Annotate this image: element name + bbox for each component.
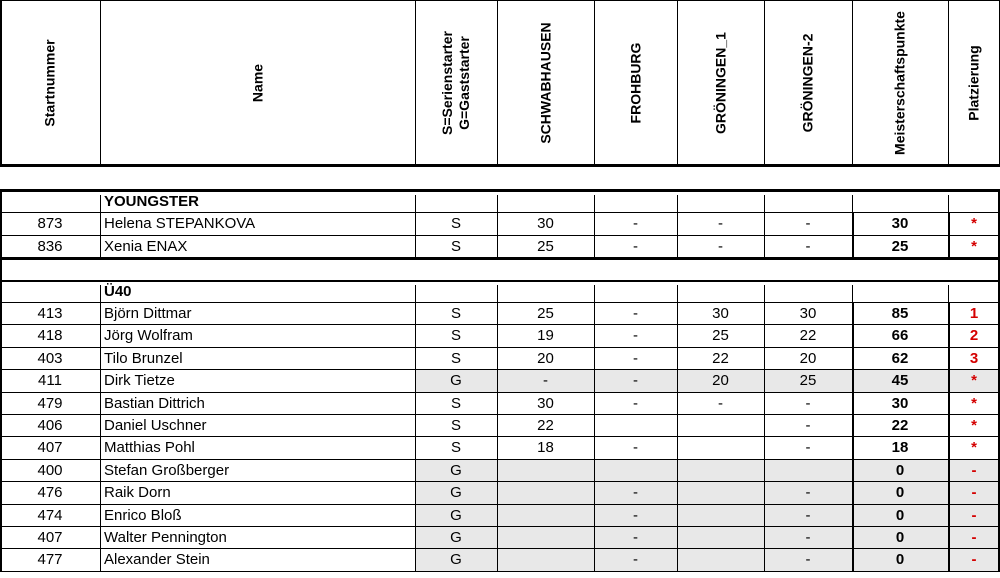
grid-line — [852, 393, 854, 415]
cell-nr: 400 — [37, 461, 63, 479]
grid-line — [0, 459, 1000, 460]
grid-line — [497, 460, 498, 482]
header-label: FROHBURG — [627, 42, 643, 124]
grid-line — [852, 370, 854, 392]
cell-froh: - — [633, 551, 638, 569]
grid-line — [852, 195, 853, 213]
grid-line — [948, 415, 950, 437]
header-groeningen1 — [677, 0, 764, 166]
grid-line — [764, 370, 765, 392]
cell-nr: 479 — [37, 394, 63, 412]
header-label: Meisterschaftspunkte — [891, 11, 908, 155]
header-schwabhausen — [497, 0, 594, 166]
grid-line — [415, 527, 416, 549]
grid-line — [852, 303, 854, 325]
grid-line — [0, 0, 2, 166]
grid-line — [497, 393, 498, 415]
cell-starter: G — [450, 461, 462, 479]
grid-line — [852, 505, 854, 527]
cell-nr: 407 — [37, 439, 63, 457]
grid-line — [594, 236, 595, 258]
grid-line — [415, 213, 416, 235]
cell-nr: 407 — [37, 529, 63, 546]
grid-line — [594, 348, 595, 370]
cell-name: Raik Dorn — [104, 484, 171, 502]
grid-line — [852, 437, 854, 459]
cell-starter: G — [450, 372, 462, 390]
grid-line — [852, 285, 853, 303]
cell-punkte: 62 — [891, 349, 909, 367]
cell-name: Björn Dittmar — [104, 305, 192, 322]
cell-platz: * — [971, 394, 977, 412]
grid-line — [415, 325, 416, 347]
cell-gr2: - — [805, 506, 811, 524]
grid-line — [415, 505, 416, 527]
grid-line — [100, 303, 101, 325]
grid-line — [764, 482, 765, 504]
cell-starter: S — [450, 305, 461, 322]
grid-line — [677, 393, 678, 415]
cell-punkte: 45 — [891, 372, 909, 390]
cell-platz: 2 — [969, 327, 979, 345]
grid-line — [948, 0, 949, 166]
cell-gr2: - — [805, 551, 811, 569]
cell-froh: - — [633, 484, 638, 502]
grid-line — [677, 195, 678, 213]
cell-platz: 1 — [969, 305, 979, 322]
grid-line — [415, 236, 416, 258]
header-label: Platzierung — [965, 45, 982, 121]
grid-line — [100, 482, 101, 504]
grid-line — [948, 325, 950, 347]
cell-punkte: 0 — [895, 506, 905, 524]
cell-nr: 474 — [37, 506, 63, 524]
grid-line — [764, 303, 765, 325]
cell-platz: - — [971, 506, 977, 524]
cell-punkte: 0 — [895, 461, 905, 479]
grid-line — [0, 481, 1000, 482]
cell-gr1: - — [718, 394, 723, 412]
grid-line — [497, 0, 498, 166]
cell-starter: S — [450, 215, 461, 233]
cell-platz: * — [971, 372, 977, 390]
cell-schwab: 30 — [537, 394, 554, 412]
cell-name: Bastian Dittrich — [104, 394, 205, 412]
cell-nr: 418 — [37, 327, 63, 345]
grid-line — [594, 527, 595, 549]
grid-line — [852, 325, 854, 347]
grid-line — [0, 258, 1000, 260]
grid-line — [415, 195, 416, 213]
grid-line — [100, 460, 101, 482]
grid-line — [0, 504, 1000, 505]
cell-froh: - — [633, 327, 638, 345]
grid-line — [100, 213, 101, 235]
header-label: S=Serienstarter G=Gaststarter — [439, 31, 472, 135]
grid-line — [677, 549, 678, 571]
grid-line — [677, 236, 678, 258]
grid-line — [0, 571, 1000, 572]
cell-froh: - — [633, 506, 638, 524]
cell-nr: 406 — [37, 417, 63, 434]
grid-line — [764, 285, 765, 303]
header-frohburg — [594, 0, 677, 166]
grid-line — [497, 415, 498, 437]
grid-line — [497, 325, 498, 347]
grid-line — [764, 348, 765, 370]
grid-line — [594, 285, 595, 303]
cell-nr: 403 — [37, 349, 63, 367]
grid-line — [0, 0, 1000, 1]
cell-name: Dirk Tietze — [104, 372, 175, 390]
grid-line — [497, 549, 498, 571]
cell-gr2: - — [805, 394, 811, 412]
cell-nr: 413 — [37, 305, 63, 322]
cell-nr: 411 — [38, 372, 62, 390]
cell-punkte: 66 — [891, 327, 909, 345]
grid-line — [100, 549, 101, 571]
grid-line — [677, 370, 678, 392]
grid-line — [677, 325, 678, 347]
header-groeningen2 — [764, 0, 852, 166]
cell-platz: - — [971, 461, 977, 479]
cell-starter: S — [450, 394, 461, 412]
grid-line — [948, 303, 950, 325]
cell-schwab: 25 — [537, 237, 554, 255]
cell-gr2: - — [805, 484, 811, 502]
grid-line — [594, 303, 595, 325]
cell-name: Xenia ENAX — [104, 237, 188, 255]
grid-line — [764, 236, 765, 258]
grid-line — [764, 527, 765, 549]
cell-name: Jörg Wolfram — [104, 327, 193, 345]
cell-punkte: 25 — [891, 237, 909, 255]
cell-starter: G — [450, 551, 462, 569]
grid-line — [594, 549, 595, 571]
grid-line — [497, 195, 498, 213]
grid-line — [677, 415, 678, 437]
group-title: Ü40 — [104, 282, 132, 300]
group-title: YOUNGSTER — [104, 193, 200, 210]
grid-line — [0, 369, 1000, 370]
cell-froh: - — [633, 305, 638, 322]
grid-line — [948, 393, 950, 415]
cell-gr2: - — [805, 215, 811, 233]
grid-line — [677, 460, 678, 482]
grid-line — [100, 415, 101, 437]
cell-punkte: 30 — [891, 394, 909, 412]
grid-line — [594, 0, 595, 166]
grid-line — [764, 195, 765, 213]
grid-line — [852, 482, 854, 504]
cell-froh: - — [633, 372, 638, 390]
grid-line — [852, 236, 854, 258]
grid-line — [594, 437, 595, 459]
cell-gr1: - — [718, 215, 723, 233]
grid-line — [0, 212, 1000, 213]
cell-punkte: 0 — [895, 484, 905, 502]
grid-line — [677, 348, 678, 370]
grid-line — [100, 437, 101, 459]
grid-line — [594, 505, 595, 527]
cell-gr2: - — [805, 529, 811, 546]
cell-nr: 836 — [37, 237, 63, 255]
grid-line — [415, 460, 416, 482]
grid-line — [852, 549, 854, 571]
grid-line — [594, 415, 595, 437]
grid-line — [764, 325, 765, 347]
grid-line — [948, 348, 950, 370]
cell-froh: - — [633, 394, 638, 412]
cell-platz: * — [971, 215, 977, 233]
grid-line — [497, 482, 498, 504]
header-label: GRÖNINGEN_1 — [712, 32, 728, 134]
header-label: SCHWABHAUSEN — [537, 22, 553, 144]
grid-line — [677, 285, 678, 303]
cell-gr2: 22 — [799, 327, 817, 345]
cell-nr: 477 — [37, 551, 63, 569]
grid-line — [415, 482, 416, 504]
cell-starter: G — [450, 506, 462, 524]
grid-line — [677, 505, 678, 527]
grid-line — [594, 370, 595, 392]
cell-froh: - — [633, 349, 638, 367]
grid-line — [497, 527, 498, 549]
grid-line — [100, 285, 101, 303]
grid-line — [0, 302, 1000, 303]
cell-starter: S — [450, 237, 461, 255]
cell-name: Helena STEPANKOVA — [104, 215, 256, 233]
grid-line — [764, 0, 765, 166]
grid-line — [764, 505, 765, 527]
grid-line — [677, 527, 678, 549]
grid-line — [0, 324, 1000, 325]
grid-line — [0, 235, 1000, 236]
grid-line — [948, 505, 950, 527]
grid-line — [852, 348, 854, 370]
cell-starter: G — [450, 529, 462, 546]
cell-name: Enrico Bloß — [104, 506, 182, 524]
cell-name: Stefan Großberger — [104, 461, 230, 479]
header-platz — [948, 0, 1000, 166]
cell-schwab: 30 — [537, 215, 554, 233]
grid-line — [764, 415, 765, 437]
grid-line — [100, 505, 101, 527]
cell-platz: * — [971, 417, 977, 434]
grid-line — [497, 303, 498, 325]
cell-name: Tilo Brunzel — [104, 349, 183, 367]
cell-nr: 476 — [37, 484, 63, 502]
header-starter — [415, 0, 497, 166]
cell-name: Daniel Uschner — [104, 417, 207, 434]
cell-punkte: 30 — [891, 215, 909, 233]
grid-line — [948, 549, 950, 571]
cell-schwab: - — [543, 372, 548, 390]
grid-line — [415, 348, 416, 370]
grid-line — [415, 393, 416, 415]
cell-gr2: 20 — [799, 349, 817, 367]
grid-line — [677, 213, 678, 235]
grid-line — [100, 370, 101, 392]
grid-line — [100, 325, 101, 347]
grid-line — [415, 549, 416, 571]
cell-schwab: 20 — [537, 349, 554, 367]
grid-line — [0, 280, 1000, 282]
grid-line — [497, 370, 498, 392]
grid-line — [948, 460, 950, 482]
grid-line — [0, 189, 2, 572]
cell-gr2: - — [805, 237, 811, 255]
grid-line — [497, 213, 498, 235]
grid-line — [0, 414, 1000, 415]
grid-line — [0, 548, 1000, 549]
cell-schwab: 22 — [537, 417, 554, 434]
grid-line — [0, 526, 1000, 527]
grid-line — [948, 482, 950, 504]
grid-line — [852, 527, 854, 549]
cell-starter: G — [450, 484, 462, 502]
cell-schwab: 25 — [537, 305, 554, 322]
grid-line — [764, 549, 765, 571]
grid-line — [497, 505, 498, 527]
cell-punkte: 22 — [891, 417, 909, 434]
grid-line — [677, 482, 678, 504]
cell-platz: 3 — [969, 349, 979, 367]
grid-line — [100, 393, 101, 415]
header-label: Startnummer — [41, 39, 58, 127]
grid-line — [0, 392, 1000, 393]
grid-line — [594, 213, 595, 235]
cell-platz: * — [971, 237, 977, 255]
cell-punkte: 0 — [895, 529, 905, 546]
cell-starter: S — [450, 439, 461, 457]
cell-gr2: 25 — [799, 372, 817, 390]
cell-nr: 873 — [37, 215, 63, 233]
grid-line — [594, 393, 595, 415]
grid-line — [100, 0, 101, 166]
grid-line — [497, 236, 498, 258]
cell-schwab: 19 — [537, 327, 554, 345]
cell-name: Alexander Stein — [104, 551, 210, 569]
cell-punkte: 0 — [895, 551, 905, 569]
grid-line — [594, 482, 595, 504]
cell-starter: S — [450, 327, 461, 345]
cell-gr1: 30 — [712, 305, 729, 322]
grid-line — [948, 213, 950, 235]
cell-platz: - — [971, 551, 977, 569]
grid-line — [497, 437, 498, 459]
grid-line — [100, 195, 101, 213]
cell-gr1: 25 — [712, 327, 729, 345]
grid-line — [948, 527, 950, 549]
cell-platz: - — [971, 484, 977, 502]
grid-line — [100, 236, 101, 258]
cell-starter: S — [450, 417, 461, 434]
cell-gr1: - — [718, 237, 723, 255]
cell-starter: S — [450, 349, 461, 367]
grid-line — [852, 0, 853, 166]
grid-line — [677, 303, 678, 325]
grid-line — [594, 460, 595, 482]
cell-name: Walter Pennington — [104, 529, 227, 546]
grid-line — [415, 415, 416, 437]
grid-line — [764, 393, 765, 415]
header-label: Name — [249, 63, 265, 103]
grid-line — [948, 370, 950, 392]
grid-line — [948, 236, 950, 258]
grid-line — [948, 437, 950, 459]
grid-line — [497, 285, 498, 303]
header-name — [100, 0, 415, 166]
grid-line — [594, 195, 595, 213]
cell-platz: - — [971, 529, 977, 546]
grid-line — [100, 527, 101, 549]
grid-line — [415, 303, 416, 325]
grid-line — [497, 348, 498, 370]
cell-name: Matthias Pohl — [104, 439, 195, 457]
grid-line — [415, 370, 416, 392]
grid-line — [852, 460, 854, 482]
grid-line — [764, 460, 765, 482]
grid-line — [677, 0, 678, 166]
grid-line — [0, 347, 1000, 348]
header-punkte — [852, 0, 948, 166]
cell-platz: * — [971, 439, 977, 457]
cell-froh: - — [633, 439, 638, 457]
cell-schwab: 18 — [537, 439, 554, 457]
cell-gr2: 30 — [799, 305, 817, 322]
grid-line — [0, 189, 1000, 192]
grid-line — [415, 437, 416, 459]
grid-line — [594, 325, 595, 347]
grid-line — [0, 164, 1000, 167]
cell-gr2: - — [805, 439, 811, 457]
grid-line — [764, 213, 765, 235]
grid-line — [0, 436, 1000, 437]
cell-froh: - — [633, 237, 638, 255]
header-label: GRÖNINGEN-2 — [799, 33, 816, 133]
cell-froh: - — [633, 215, 638, 233]
cell-gr1: 22 — [712, 349, 729, 367]
cell-froh: - — [633, 529, 638, 546]
header-startnummer — [0, 0, 100, 166]
grid-line — [677, 437, 678, 459]
grid-line — [948, 285, 949, 303]
cell-punkte: 18 — [891, 439, 909, 457]
cell-punkte: 85 — [891, 305, 909, 322]
grid-line — [852, 415, 854, 437]
cell-gr2: - — [805, 417, 811, 434]
grid-line — [415, 0, 416, 166]
grid-line — [415, 285, 416, 303]
grid-line — [948, 195, 949, 213]
grid-line — [764, 437, 765, 459]
grid-line — [852, 213, 854, 235]
grid-line — [100, 348, 101, 370]
cell-gr1: 20 — [712, 372, 729, 390]
